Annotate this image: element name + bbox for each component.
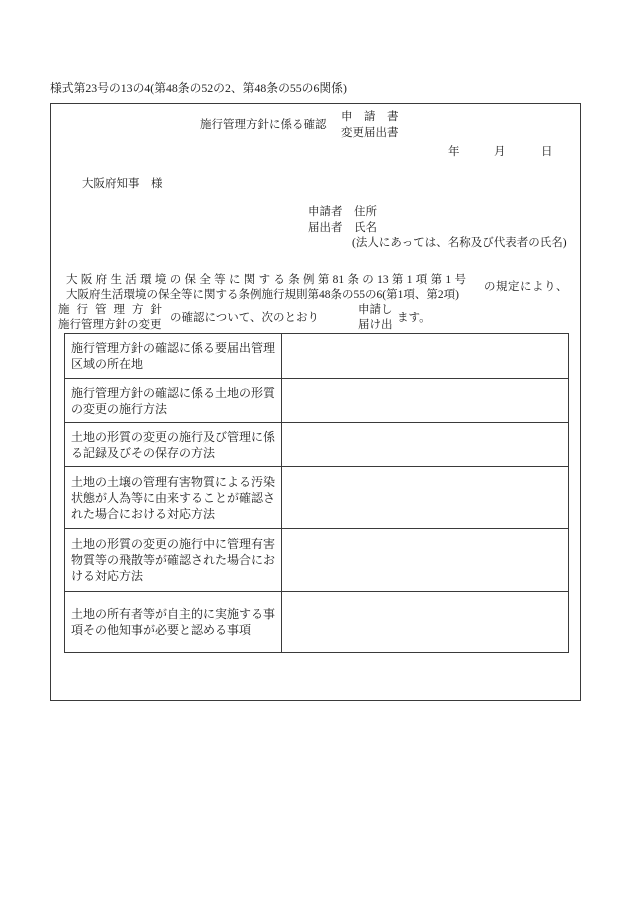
row-value-field [282,379,568,422]
form-number: 様式第23号の13の4(第48条の52の2、第48条の55の6関係) [50,81,347,95]
addressee: 大阪府知事 様 [82,178,163,190]
subject-option-policy-change: 施行管理方針の変更 [58,319,162,331]
action-option-notify: 届け出 [358,319,393,331]
row-label: 土地の形質の変更の施行及び管理に係る記録及びその保存の方法 [71,429,276,460]
basis-suffix: の規定により、 [484,281,568,293]
row-value-field [282,423,568,466]
applicant-name-label: 届出者 氏名 [308,222,377,234]
date-year-label: 年 [448,146,460,158]
table-row [65,467,568,529]
row-label-cell [65,423,282,466]
row-label: 土地の所有者等が自主的に実施する事項その他知事が必要と認める事項 [71,607,276,637]
row-label: 施行管理方針の確認に係る土地の形質の変更の施行方法 [71,385,276,416]
details-table [64,333,569,653]
date-month-label: 月 [494,146,506,158]
row-value-field [282,467,568,528]
basis-option-ordinance: 大阪府生活環境の保全等に関する条例第81条の13第1項第1号 [66,274,466,286]
applicant-address-label: 申請者 住所 [308,206,377,218]
table-row [65,379,568,423]
form-title: 施行管理方針に係る確認 [200,119,327,131]
row-label: 土地の土壌の管理有害物質による汚染状態が人為等に由来することが確認された場合における対応方法 [71,474,276,521]
corporation-note: (法人にあっては、名称及び代表者の氏名) [352,237,567,249]
subject-option-policy: 施行管理方針 [58,304,162,316]
row-label-cell [65,592,282,652]
row-label-cell [65,379,282,422]
statement-middle: の確認について、次のとおり [170,312,320,324]
row-label-cell [65,467,282,528]
date-day-label: 日 [541,146,553,158]
row-label: 土地の形質の変更の施行中に管理有害物質等の飛散等が確認された場合における対応方法 [71,537,276,583]
table-row [65,334,568,379]
row-label-cell [65,334,282,378]
title-option-application: 申 請 書 [341,111,399,123]
action-option-apply: 申請し [358,304,393,316]
row-label: 施行管理方針の確認に係る要届出管理区域の所在地 [71,341,276,371]
row-value-field [282,592,568,652]
row-value-field [282,334,568,378]
table-row [65,423,568,467]
table-row [65,592,568,653]
statement-ending: ます。 [397,312,431,324]
table-row [65,529,568,592]
row-label-cell [65,529,282,591]
row-value-field [282,529,568,591]
basis-option-regulation: 大阪府生活環境の保全等に関する条例施行規則第48条の55の6(第1項、第2項) [66,289,459,301]
title-option-change-notice: 変更届出書 [341,127,399,139]
